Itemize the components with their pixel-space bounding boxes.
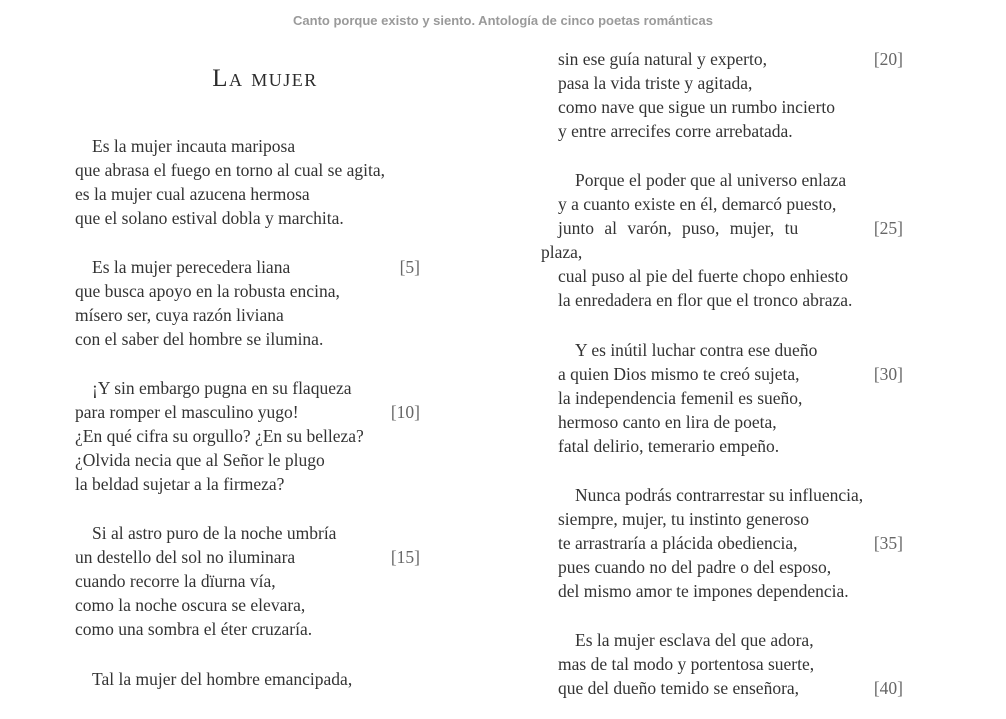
book-title-header: Canto porque existo y siento. Antología de cinco poetas románticas	[293, 13, 713, 28]
verse-line: un destello del sol no iluminara	[75, 547, 296, 567]
verse-line: como la noche oscura se elevara,	[75, 595, 306, 615]
verse-line: que busca apoyo en la robusta encina,	[75, 281, 340, 301]
verse-line: cual puso al pie del fuerte chopo enhiesto	[558, 266, 849, 286]
verse-line: que del dueño temido se enseñora,	[558, 678, 800, 698]
verse-line: Si al astro puro de la noche umbría	[92, 523, 337, 543]
line-number: [30]	[873, 364, 903, 384]
verse-line: ¡Y sin embargo pugna en su flaqueza	[92, 378, 352, 398]
verse-line: ¿En qué cifra su orgullo? ¿En su belleza?	[75, 426, 364, 446]
verse-line: la beldad sujetar a la firmeza?	[75, 474, 285, 494]
verse-line: plaza,	[541, 242, 583, 262]
line-number: [5]	[399, 257, 420, 277]
verse-line: te arrastraría a plácida obediencia,	[558, 533, 798, 553]
line-number: [35]	[873, 533, 903, 553]
verse-line: mísero ser, cuya razón liviana	[75, 305, 284, 325]
verse-line: junto al varón, puso, mujer, tu	[558, 218, 799, 238]
verse-line: pues cuando no del padre o del esposo,	[558, 557, 832, 577]
verse-line: para romper el masculino yugo!	[75, 402, 299, 422]
line-number: [20]	[873, 49, 903, 69]
verse-line: cuando recorre la dïurna vía,	[75, 571, 276, 591]
verse-line: es la mujer cual azucena hermosa	[75, 184, 310, 204]
verse-line: a quien Dios mismo te creó sujeta,	[558, 364, 800, 384]
verse-line: la enredadera en flor que el tronco abraza.	[558, 290, 853, 310]
line-number: [25]	[873, 218, 903, 238]
verse-line: Tal la mujer del hombre emancipada,	[92, 669, 353, 689]
verse-line: del mismo amor te impones dependencia.	[558, 581, 849, 601]
line-number: [40]	[873, 678, 903, 698]
verse-line: con el saber del hombre se ilumina.	[75, 329, 324, 349]
verse-line: Es la mujer perecedera liana	[92, 257, 291, 277]
verse-line: hermoso canto en lira de poeta,	[558, 412, 777, 432]
verse-line: Y es inútil luchar contra ese dueño	[575, 340, 818, 360]
verse-line: Nunca podrás contrarrestar su influencia,	[575, 485, 864, 505]
verse-line: Porque el poder que al universo enlaza	[575, 170, 847, 190]
verse-line: como una sombra el éter cruzaría.	[75, 619, 313, 639]
verse-line: la independencia femenil es sueño,	[558, 388, 803, 408]
verse-line: mas de tal modo y portentosa suerte,	[558, 654, 815, 674]
verse-line: y a cuanto existe en él, demarcó puesto,	[558, 194, 837, 214]
line-number: [10]	[390, 402, 420, 422]
verse-line: siempre, mujer, tu instinto generoso	[558, 509, 810, 529]
verse-line: ¿Olvida necia que al Señor le plugo	[75, 450, 325, 470]
verse-line: fatal delirio, temerario empeño.	[558, 436, 780, 456]
verse-line: Es la mujer esclava del que adora,	[575, 630, 814, 650]
verse-line: sin ese guía natural y experto,	[558, 49, 767, 69]
line-number: [15]	[390, 547, 420, 567]
verse-line: pasa la vida triste y agitada,	[558, 73, 753, 93]
verse-line: como nave que sigue un rumbo incierto	[558, 97, 836, 117]
verse-line: Es la mujer incauta mariposa	[92, 136, 296, 156]
verse-line: y entre arrecifes corre arrebatada.	[558, 121, 793, 141]
verse-line: que el solano estival dobla y marchita.	[75, 208, 344, 228]
verse-line: que abrasa el fuego en torno al cual se agita,	[75, 160, 386, 180]
poem-title: La mujer	[212, 65, 318, 92]
